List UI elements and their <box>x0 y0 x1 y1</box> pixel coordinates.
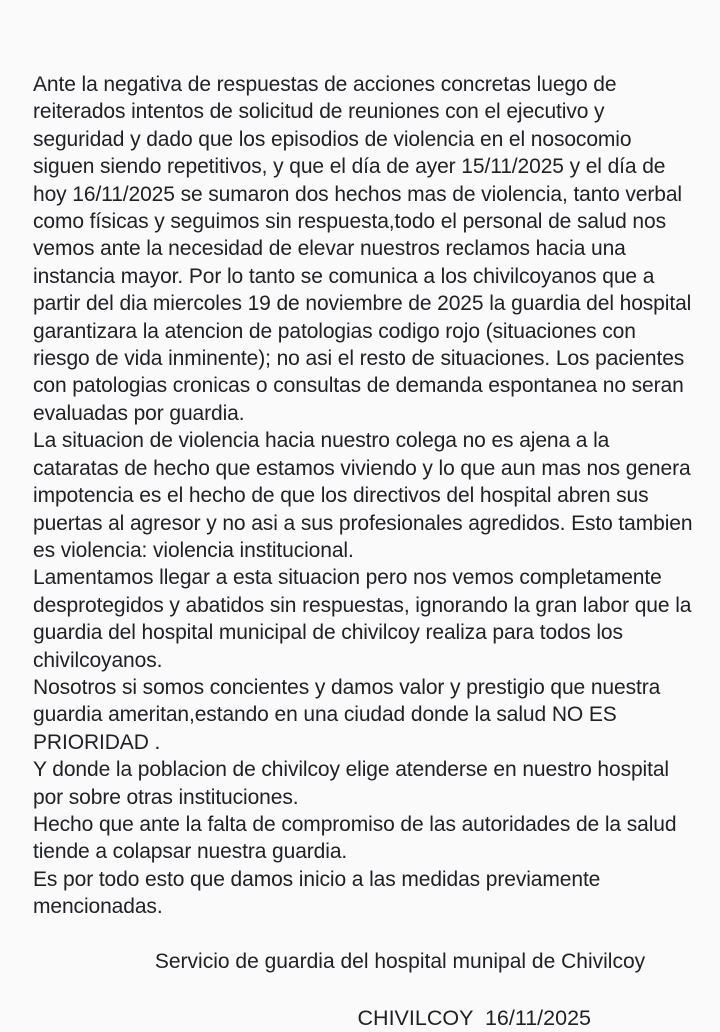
paragraph-collapse: Hecho que ante la falta de compromiso de las autoridades de la salud tiende a colapsar nuestra guardia. <box>33 812 677 864</box>
paragraph-intro-measures: Ante la negativa de respuestas de acciones concretas luego de reiterados intentos de solicitud de reuniones con el ejecutivo y seguridad y dado que los episodios de violencia en el nosocomio siguen siendo repetitivos, y que el día de ayer 15/11/2025 y el día de hoy 16/11/2025 se sumaron dos hechos mas de violencia, tanto verbal como físicas y seguimos sin respuesta,todo el personal de salud nos vemos ante la necesidad de elevar nuestros reclamos hacia una instancia mayor. Por lo tanto se comunica a los chivilcoyanos que a partir del dia miercoles 19 de noviembre de 2025 la guardia del hospital garantizara la atencion de patologias codigo rojo (situaciones con riesgo de vida inminente); no asi el resto de situaciones. Los pacientes con patologias cronicas o consultas de demanda espontanea no seran evaluadas por guardia. <box>33 73 692 425</box>
paragraph-lament: Lamentamos llegar a esta situacion pero nos vemos completamente desprotegidos y abatidos sin respuestas, ignorando la gran labor que la guardia del hospital municipal de chivilcoy realiza para todos los chivilcoyanos. <box>33 566 692 672</box>
paragraph-pride: Nosotros si somos concientes y damos valor y prestigio que nuestra guardia ameritan,estando en una ciudad donde la salud NO ES PRIORIDAD . <box>33 675 661 754</box>
signature-line: Servicio de guardia del hospital munipal de Chivilcoy <box>154 949 646 973</box>
paragraph-population-choice: Y donde la poblacion de chivilcoy elige atenderse en nuestro hospital por sobre otras instituciones. <box>33 758 669 809</box>
paragraph-institutional-violence: La situacion de violencia hacia nuestro colega no es ajena a la cataratas de hecho que estamos viviendo y lo que aun mas nos genera impotencia es el hecho de que los directivos del hospital abren sus puertas al agresor y no asi a sus profesionales agredidos. Esto tambien es violencia: violencia institucional. <box>33 429 693 562</box>
paragraph-closing: Es por todo esto que damos inicio a las medidas previamente mencionadas. <box>33 867 601 919</box>
document-body <box>33 71 695 921</box>
dateline: CHIVILCOY 16/11/2025 <box>357 1006 591 1030</box>
